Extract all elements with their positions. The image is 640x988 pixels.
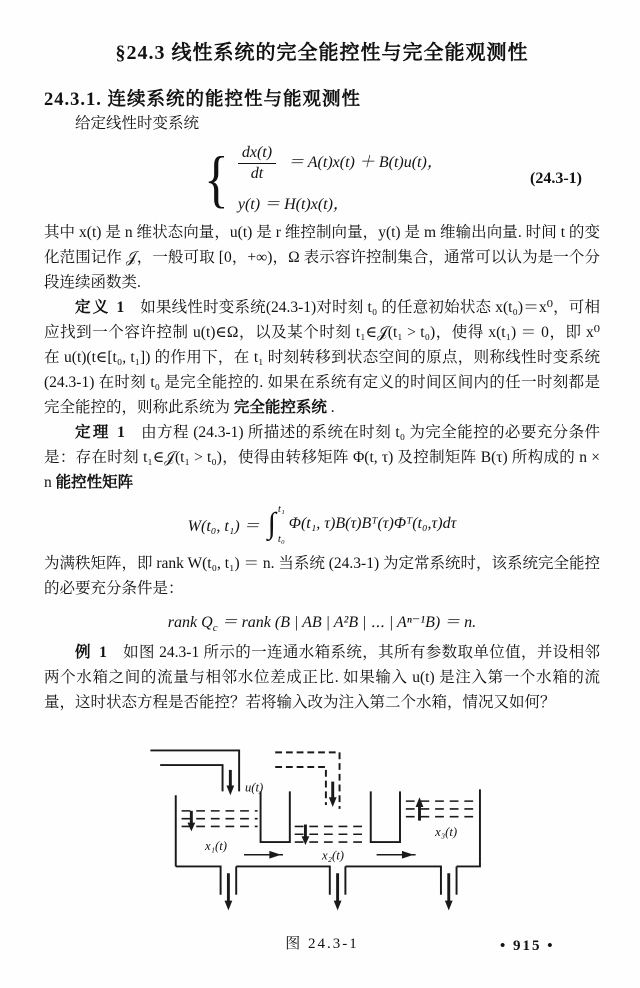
base-segment-4: [457, 862, 480, 867]
theorem-1-body: 由方程 (24.3-1) 所描述的系统在时刻 t₀ 为完全能控的必要充分条件是：存在时刻 t₁∈𝒥(t₁ > t₀)，使得由转移矩阵 Φ(t, τ) 及控制矩阵 B(τ) 所构成的 n × n: [44, 424, 600, 491]
inflow-pipe-inner: [160, 765, 222, 791]
flow-arrow-2-head: [402, 851, 414, 859]
dashed-arrow-head: [329, 797, 337, 807]
separator-2: [371, 792, 400, 843]
definition-1-tail: .: [330, 399, 335, 416]
intro-paragraph: 给定线性时变系统: [75, 115, 200, 132]
equation-line-1-rhs: ＝ A(t)x(t) ＋ B(t)u(t)，: [288, 154, 443, 172]
water-tank-diagram: [127, 727, 517, 923]
input-label: u(t): [244, 780, 264, 795]
example-1-label: 例 1: [75, 644, 109, 662]
example-1-body: 如图 24.3-1 所示的一连通水箱系统，其所有参数取单位值，并设相邻两个水箱之间的流量与相邻水位差成正比. 如果输入 u(t) 是注入第一个水箱的流量，这时状态方程是否能控？若将输入改为注入第二个水箱，情况又如何？: [44, 644, 601, 712]
system-description-paragraph: 其中 x(t) 是 n 维状态向量，u(t) 是 r 维控制向量，y(t) 是 m 维输出向量. 时间 t 的变化范围记作 𝒥，一般可取 [0，+∞)，Ω 表示容许控制集合，通常可以认为是一个分段连续函数类.: [44, 224, 600, 291]
theorem-1-label: 定理 1: [75, 424, 127, 441]
tank2-level-arrow-head: [302, 836, 310, 845]
tank3-label: x₃(t): [435, 825, 458, 840]
tank3-level-arrow-head: [416, 797, 424, 807]
flow-arrow-1-head: [269, 851, 281, 859]
theorem-1-paragraph: [44, 420, 600, 495]
left-brace: {: [204, 143, 229, 214]
base-segment-3: [345, 867, 441, 895]
definition-1-body: 如果线性时变系统(24.3-1)对时刻 t₀ 的任意初始状态 x(t₀)＝x⁰，可相应找到一个容许控制 u(t)∈Ω，以及某个时刻 t₁∈𝒥(t₁ > t₀)，使得 x(t₁) ＝ 0，即 x⁰ 在 u(t)(t∈[t₀, t₁]) 的作用下，在 t₁ 时刻转移到状态空间的原点，则称线性时变系统 (24.3-1) 在时刻 t₀ 是完全能控的. 如果在系统有定义的时间区间内的任一时刻都是完全能控的，则称此系统为: [44, 299, 600, 416]
definition-1-label: 定义 1: [75, 299, 127, 316]
tank1-label: x₁(t): [205, 839, 227, 854]
controllability-gramian-equation: [44, 505, 600, 543]
inflow-arrow-head: [226, 786, 234, 796]
fraction-denominator: dt: [250, 165, 264, 182]
rank-suffix: ＝ rank (B | AB | A²B | ⋯ | Aⁿ⁻¹B) ＝ n.: [217, 614, 477, 631]
theorem-1-emphasis: 能控性矩阵: [55, 474, 134, 491]
tank2-label: x₂(t): [322, 848, 344, 863]
gramian-integrand: Φ(t₁, τ)B(τ)Bᵀ(τ)Φᵀ(t₀,τ)dτ: [288, 515, 457, 532]
dashed-pipe-outer: [275, 753, 339, 810]
rank-prefix: rank Q: [167, 614, 213, 631]
example-1-paragraph: [44, 640, 600, 715]
integral-lower-limit: t₀: [277, 533, 285, 545]
base-segment-1: [176, 867, 221, 895]
base-segment-2: [236, 867, 330, 895]
figure-caption: 图 24.3-1: [285, 936, 359, 953]
state-space-equation: [44, 144, 600, 214]
section-heading: 24.3.1. 连续系统的能控性与能观测性: [44, 90, 362, 110]
tank3-water: [406, 801, 476, 817]
equation-number: (24.3-1): [530, 170, 582, 187]
outflow3-arrow-head: [445, 901, 453, 911]
definition-1-emphasis: 完全能控系统: [233, 399, 327, 416]
fraction-numerator: dx(t): [238, 144, 276, 164]
derivative-fraction: [238, 144, 276, 183]
full-rank-paragraph: 为满秩矩阵，即 rank W(t₀, t₁) ＝ n. 当系统 (24.3-1) 为定常系统时，该系统完全能控的必要充分条件是：: [44, 555, 600, 597]
page-number: • 915 •: [500, 938, 555, 954]
gramian-lhs: W(t₀, t₁) ＝: [187, 517, 260, 535]
dashed-pipe-inner: [275, 767, 326, 805]
equation-line-1: [238, 144, 443, 183]
integral-upper-limit: t₁: [277, 503, 285, 515]
inflow-pipe-outer: [150, 751, 239, 792]
figure-24-3-1: [44, 727, 600, 953]
rank-subscript: c: [212, 622, 218, 635]
equation-line-2: y(t) ＝ H(t)x(t)，: [237, 196, 349, 213]
rank-condition-equation: [44, 609, 600, 634]
outflow2-arrow-head: [334, 901, 342, 911]
integral-limits: [278, 505, 285, 543]
integral-sign: ∫: [267, 507, 276, 540]
separator-1: [261, 792, 290, 843]
definition-1-paragraph: [44, 295, 600, 420]
page-title: §24.3 线性系统的完全能控性与完全能观测性: [115, 42, 529, 64]
outflow1-arrow-head: [225, 901, 233, 911]
